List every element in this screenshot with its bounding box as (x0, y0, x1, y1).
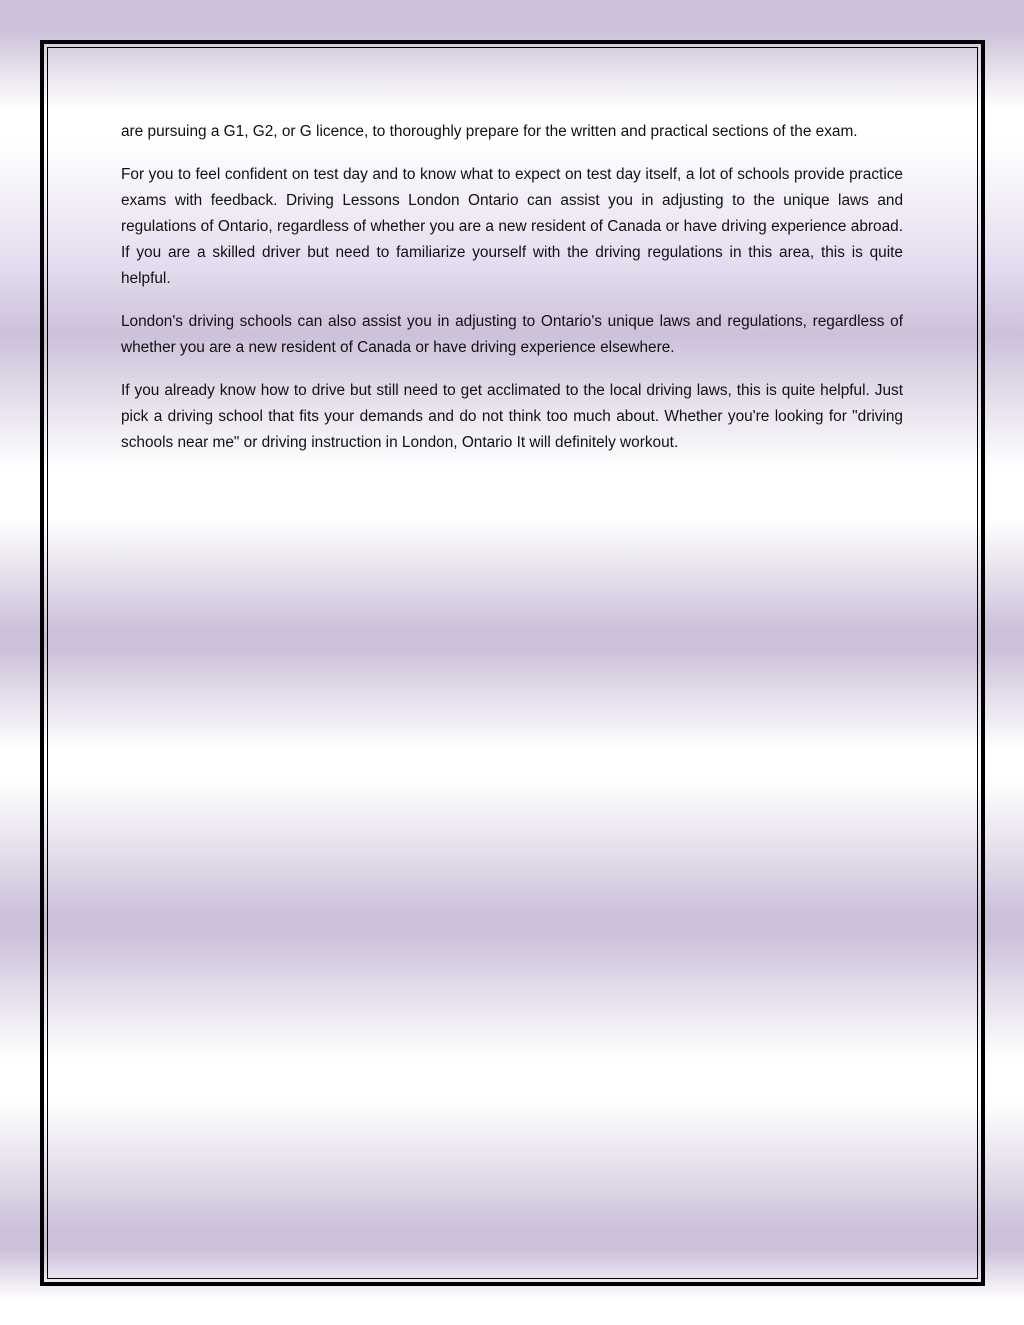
document-body (121, 119, 903, 473)
paragraph-1: are pursuing a G1, G2, or G licence, to thoroughly prepare for the written and practical sections of the exam. (121, 123, 858, 140)
paragraph-3: London's driving schools can also assist you in adjusting to Ontario's unique laws and regulations, regardless of whether you are a new resident of Canada or have driving experience elsewhere. (121, 313, 903, 356)
paragraph-2: For you to feel confident on test day and to know what to expect on test day itself, a lot of schools provide practice exams with feedback. Driving Lessons London Ontario can assist you in adjusting to the unique laws and regulations of Ontario, regardless of whether you are a new resident of Canada or have driving experience abroad. If you are a skilled driver but need to familiarize yourself with the driving regulations in this area, this is quite helpful. (121, 166, 903, 287)
paragraph-4: If you already know how to drive but still need to get acclimated to the local driving laws, this is quite helpful. Just pick a driving school that fits your demands and do not think too much about. Whether you're looking for "driving schools near me" or driving instruction in London, Ontario It will definitely workout. (121, 382, 903, 451)
